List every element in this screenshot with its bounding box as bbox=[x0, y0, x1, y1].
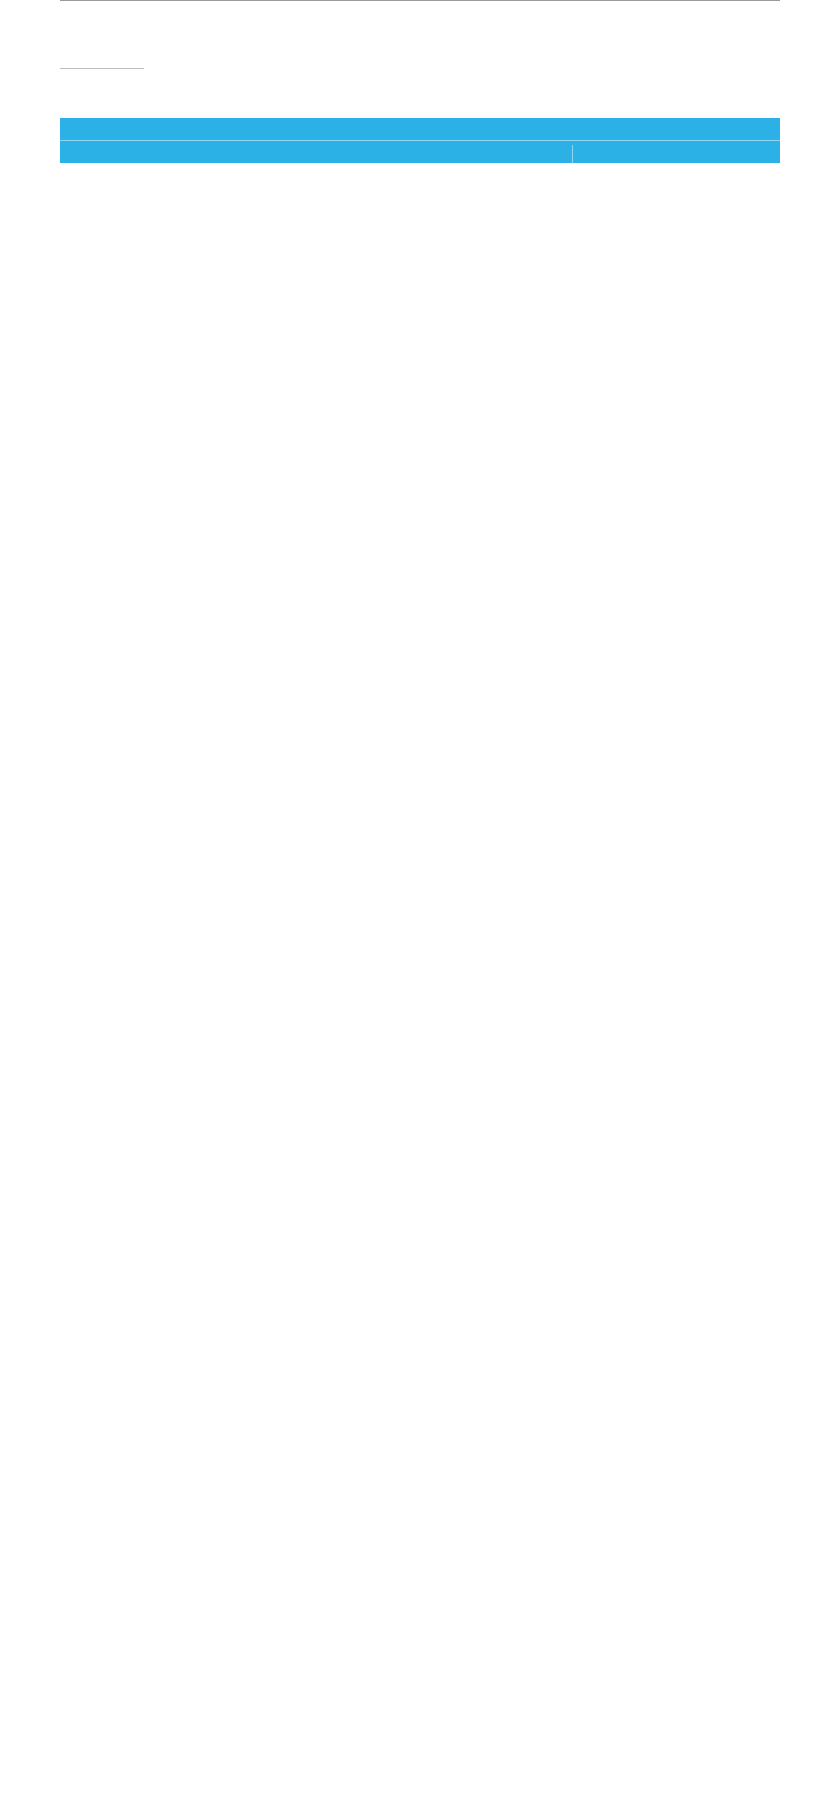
group-header-row bbox=[60, 140, 780, 163]
table-bottom-rule bbox=[60, 0, 780, 1]
header-blank-cell bbox=[60, 141, 370, 163]
group-header-black bbox=[370, 145, 573, 163]
appendix-rule bbox=[60, 68, 144, 69]
results-table bbox=[60, 118, 780, 163]
depvar-header-row bbox=[60, 118, 780, 140]
